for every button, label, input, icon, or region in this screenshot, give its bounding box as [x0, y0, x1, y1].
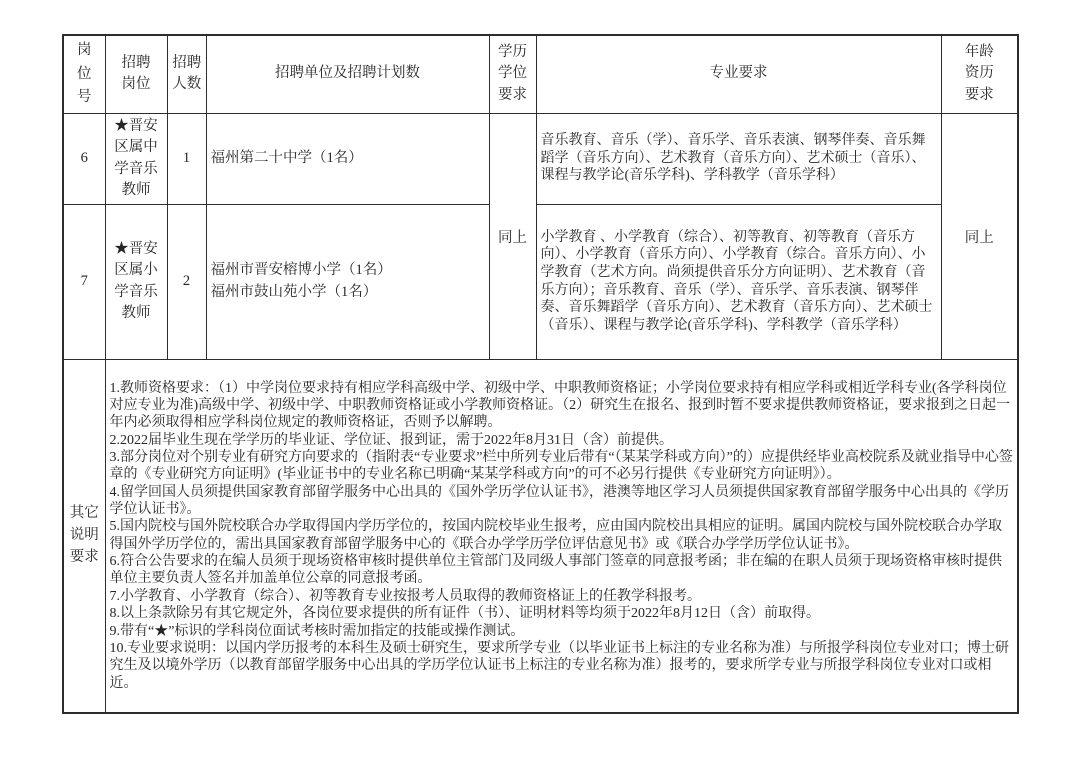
notes-row	[63, 359, 1018, 713]
header-label: 招聘单位及招聘计划数	[275, 65, 420, 82]
header-cell-major	[536, 35, 941, 113]
header-cell-age	[941, 35, 1018, 113]
cell-count: 2	[167, 204, 206, 359]
header-label: 招聘人数	[172, 54, 202, 93]
note-item: 9.带有“★”标识的学科岗位面试考核时需加指定的技能或操作测试。	[109, 623, 525, 639]
header-label: 招聘岗位	[121, 54, 151, 93]
cell-degree-requirement: 同上	[489, 113, 536, 359]
header-cell-post	[105, 35, 167, 113]
header-row	[63, 35, 1018, 113]
cell-count: 1	[167, 113, 206, 204]
header-label: 岗位号	[77, 42, 92, 105]
header-label: 专业要求	[709, 65, 768, 82]
note-item: 2.2022届毕业生现在学学历的毕业证、学位证、报到证，需于2022年8月31日（含）前提供。	[109, 432, 673, 448]
cell-post-title: ★晋安区属中学音乐教师	[105, 113, 167, 204]
note-item: 3.部分岗位对个别专业有研究方向要求的（指附表“专业要求”栏中所列专业后带有“（某某学科或方向）”的）应提供经毕业高校院系及就业指导中心签章的《专业研究方向证明》(毕业证书中的专业名称已明确“某某学科或方向”的可不必另行提供《专业研究方向证明》）。	[109, 449, 1013, 483]
note-item: 6.符合公告要求的在编人员须于现场资格审核时提供单位主管部门及同级人事部门签章的同意报考函；非在编的在职人员须于现场资格审核时提供单位主要负责人签名并加盖单位公章的同意报考函。	[109, 554, 1002, 587]
unit-line: 福州市晋安榕博小学（1名）	[210, 262, 392, 279]
unit-line: 福州市鼓山苑小学（1名）	[210, 283, 378, 300]
header-label: 学历学位要求	[498, 43, 527, 104]
note-item: 5.国内院校与国外院校联合办学取得国内学历学位的，按国内院校毕业生报考，应由国内院校出具相应的证明。属国内院校与国外院校联合办学取得国外学历学位的，需出具国家教育部留学服务中心的《联合办学学历学位评估意见书》或《联合办学学历学位认证书》。	[109, 519, 1002, 552]
note-item: 4.留学回国人员须提供国家教育部留学服务中心出具的《国外学历学位认证书》，港澳等地区学习人员须提供国家教育部留学服务中心出具的《学历学位认证书》。	[109, 484, 1009, 518]
cell-post-title: ★晋安区属小学音乐教师	[105, 204, 167, 359]
notes-content-cell	[105, 359, 1018, 713]
notes-label-cell: 其它说明要求	[63, 359, 105, 713]
header-cell-post-no	[63, 35, 105, 113]
unit-line: 福州第二十中学（1名）	[210, 149, 363, 166]
cell-post-no: 6	[63, 113, 105, 204]
header-cell-degree	[489, 35, 536, 113]
note-item: 1.教师资格要求：（1）中学岗位要求持有相应学科高级中学、初级中学、中职教师资格证；小学岗位要求持有相应学科或相近学科专业(各学科岗位对应专业为准)高级中学、初级中学、中职教师资格证或小学教师资格证。（2）研究生在报名、报到时暂不要求提供教师资格证，要求报到之日起一年内必须取得相应学科岗位规定的教师资格证，否则予以解聘。	[109, 380, 1011, 431]
header-cell-units	[206, 35, 489, 113]
header-label: 年龄资历要求	[964, 43, 994, 104]
cell-units	[206, 113, 489, 204]
note-item: 10.专业要求说明：以国内学历报考的本科生及硕士研究生，要求所学专业（以毕业证书上标注的专业名称为准）与所报学科岗位专业对口；博士研究生及以境外学历（以教育部留学服务中心出具的学历学位认证书上标注的专业名称为准）报考的，要求所学专业与所报学科岗位专业对口或相近。	[109, 640, 1009, 691]
table-row-post-6	[63, 113, 1018, 204]
note-item: 8.以上条款除另有其它规定外，各岗位要求提供的所有证件（书）、证明材料等均须于2022年8月12日（含）前取得。	[109, 606, 820, 622]
cell-age-requirement: 同上	[941, 113, 1018, 359]
document-page	[62, 34, 1019, 714]
cell-units	[206, 204, 489, 359]
cell-major-requirement: 音乐教育、音乐（学）、音乐学、音乐表演、钢琴伴奏、音乐舞蹈学（音乐方向）、艺术教育（音乐方向）、艺术硕士（音乐）、课程与教学论(音乐学科)、学科教学（音乐学科）	[536, 113, 941, 204]
table-row-post-7	[63, 204, 1018, 359]
cell-post-no: 7	[63, 204, 105, 359]
header-cell-count	[167, 35, 206, 113]
note-item: 7.小学教育、小学教育（综合）、初等教育专业按报考人员取得的教师资格证上的任教学科报考。	[109, 588, 701, 604]
recruitment-table	[62, 34, 1019, 714]
cell-major-requirement: 小学教育 、小学教育（综合）、初等教育、初等教育（音乐方向）、小学教育（音乐方向）、小学教育（综合。音乐方向）、小学教育（艺术方向。尚须提供音乐分方向证明）、艺术教育（音乐方向）；音乐教育、音乐（学）、音乐学、音乐表演、钢琴伴奏、音乐舞蹈学（音乐方向）、艺术教育（音乐方向）、艺术硕士（音乐）、课程与教学论(音乐学科)、学科教学（音乐学科）	[536, 204, 941, 359]
